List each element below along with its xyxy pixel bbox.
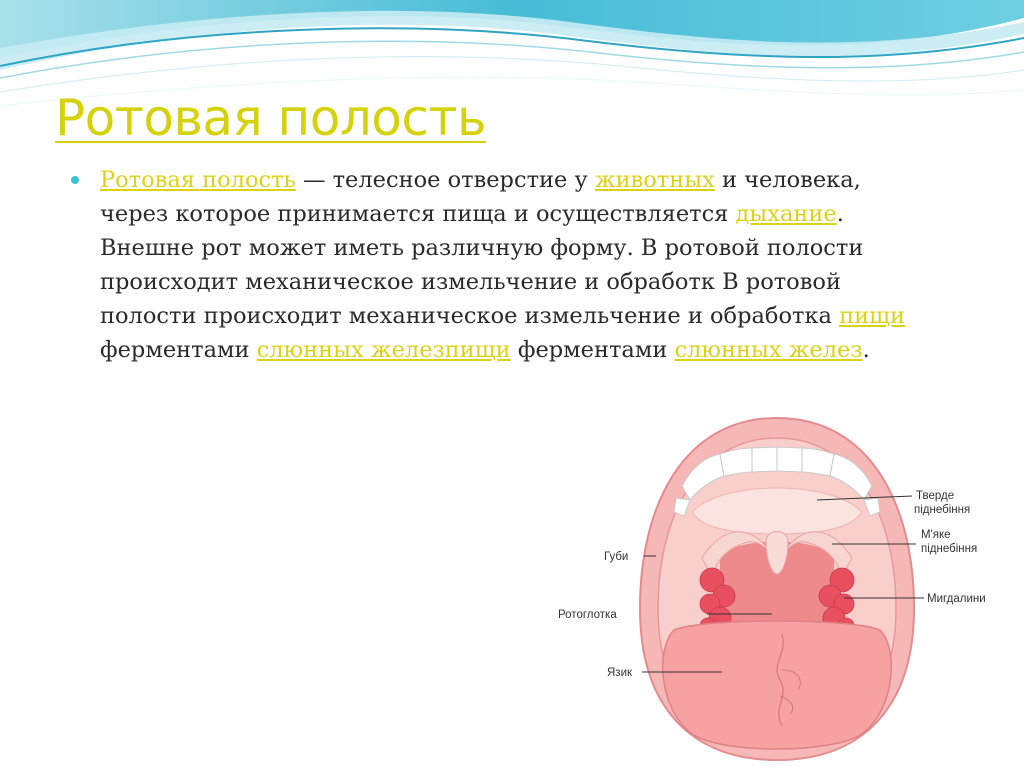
text-link[interactable]: слюнных железпищи (256, 337, 511, 363)
bullet-dot (71, 176, 79, 184)
label-soft-palate-2: піднебіння (921, 543, 978, 555)
mouth-diagram (552, 408, 1002, 767)
text-link[interactable]: дыхание (735, 201, 837, 227)
label-oropharynx: Ротоглотка (558, 609, 617, 621)
text-run: ферментами (510, 337, 675, 363)
label-hard-palate-1: Тверде (916, 490, 955, 502)
text-run: . (862, 337, 870, 363)
tongue (663, 621, 891, 749)
label-hard-palate-2: піднебіння (914, 504, 971, 516)
label-tonsils: Мигдалини (927, 593, 986, 605)
text-link[interactable]: слюнных желез (674, 337, 863, 363)
label-tongue: Язик (607, 667, 633, 679)
text-run: — телесное отверстие у (295, 167, 595, 193)
text-run: . Внешне рот может иметь различную форму. В ротовой полости происходит механическое измельчение и обработк В ротовой полости происходит механическое измельчение и обработка (100, 201, 864, 329)
text-run: ферментами (100, 337, 257, 363)
text-link[interactable]: пищи (839, 303, 906, 329)
mouth-diagram-svg (552, 408, 1002, 767)
text-link[interactable]: Ротовая полость (100, 167, 296, 193)
text-run: и человека, через которое принимается пища и осуществляется (100, 167, 861, 227)
body-paragraph (100, 163, 930, 367)
text-link[interactable]: животных (594, 167, 715, 193)
label-lips: Губи (604, 551, 629, 563)
slide-title: Ротовая полость (55, 89, 486, 147)
label-soft-palate-1: М'яке (921, 529, 951, 541)
